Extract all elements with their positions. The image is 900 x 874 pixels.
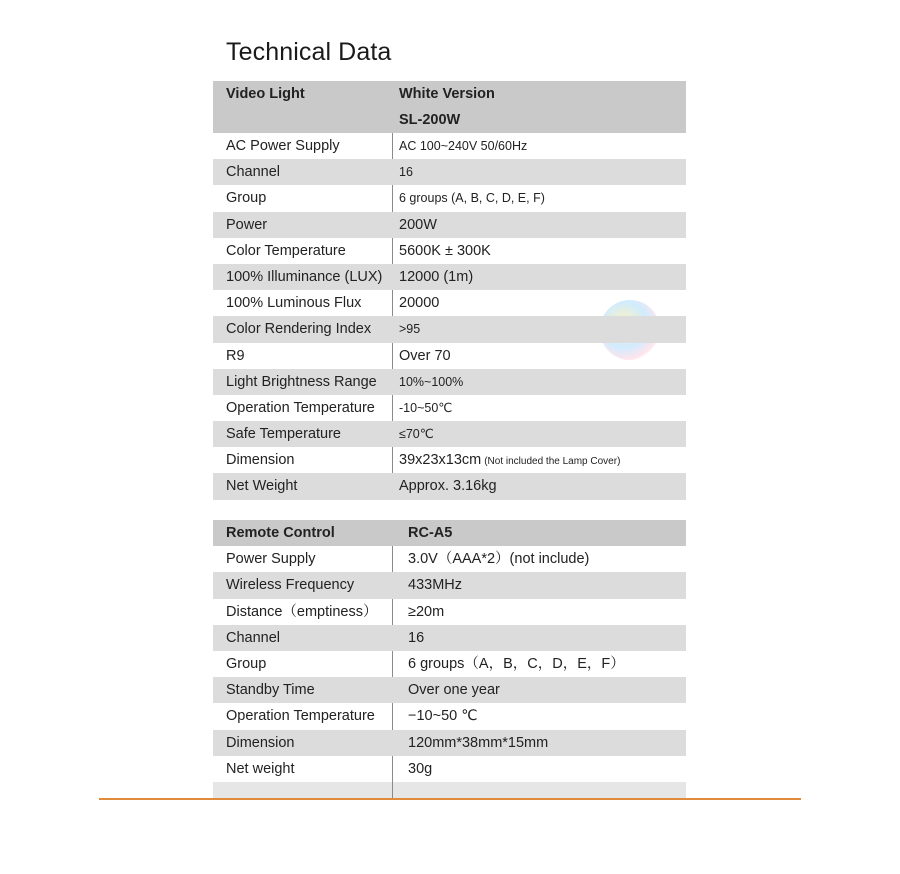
row-value: [399, 343, 451, 369]
table-row: [213, 185, 686, 211]
row-value: [408, 703, 478, 729]
row-value-text: AC 100~240V 50/60Hz: [399, 139, 528, 153]
row-value-text: 5600K ± 300K: [399, 242, 491, 259]
row-label: Operation Temperature: [226, 708, 375, 725]
table-row: [213, 625, 686, 651]
row-value-text: 12000 (1m): [399, 268, 474, 285]
row-value: [399, 316, 420, 342]
table-row: [213, 730, 686, 756]
table-row: [213, 599, 686, 625]
row-value: [408, 756, 432, 782]
row-value-text: 3.0V（AAA*2）(not include): [408, 551, 590, 568]
row-label: Channel: [226, 629, 281, 646]
row-label: Dimension: [226, 734, 295, 751]
row-label: Standby Time: [226, 682, 315, 699]
row-label: 100% Luminous Flux: [226, 295, 362, 312]
row-value-text: Over one year: [408, 682, 500, 699]
row-label: AC Power Supply: [226, 138, 340, 154]
row-label: Channel: [226, 164, 281, 181]
row-label: Safe Temperature: [226, 426, 341, 443]
row-value-text: 433MHz: [408, 577, 462, 594]
row-value: [399, 421, 434, 447]
row-label: Color Rendering Index: [226, 321, 372, 338]
table-row: [213, 703, 686, 729]
row-value: [408, 625, 424, 651]
row-value-text: 6 groups (A, B, C, D, E, F): [399, 191, 545, 206]
row-value-text: 16: [408, 629, 425, 646]
row-label: Group: [226, 190, 267, 207]
row-label: 100% Illuminance (LUX): [226, 268, 383, 285]
row-label: Operation Temperature: [226, 399, 375, 416]
row-value: [399, 290, 439, 316]
table-row: [213, 421, 686, 447]
row-value-text: 16: [399, 165, 413, 180]
row-value: [399, 395, 452, 421]
row-value: [408, 651, 625, 677]
row-value: [399, 185, 545, 211]
row-label: Net weight: [226, 760, 295, 777]
row-value-text: 39x23x13cm: [399, 452, 482, 469]
table-row: [213, 369, 686, 395]
row-value-text: 30g: [408, 760, 433, 777]
table-row: [213, 212, 686, 238]
table-row: [213, 395, 686, 421]
table-row: [213, 447, 686, 473]
row-value-text: Approx. 3.16kg: [399, 478, 497, 495]
row-value: [399, 238, 491, 264]
header-value: RC-A5: [408, 525, 453, 541]
table-row: [213, 264, 686, 290]
table-row: [213, 677, 686, 703]
row-value: [399, 212, 437, 238]
row-value: [399, 473, 497, 499]
row-value: [399, 159, 413, 185]
header-label: Video Light: [226, 86, 305, 102]
table-header: [213, 81, 686, 133]
row-label: Light Brightness Range: [226, 373, 377, 390]
table-row: [213, 133, 686, 159]
video-light-spec-table: [213, 81, 686, 500]
row-value: [408, 546, 589, 572]
table-row: [213, 343, 686, 369]
header-value-line1: White Version: [399, 86, 495, 102]
table-row: [213, 159, 686, 185]
row-value: [399, 264, 473, 290]
table-row: [213, 290, 686, 316]
row-value-text: 10%~100%: [399, 374, 464, 389]
divider-rule: [99, 798, 801, 800]
table-row: [213, 316, 686, 342]
row-value: [399, 133, 527, 159]
row-value-text: 6 groups（A，B，C，D，E，F）: [408, 655, 625, 672]
row-value-text: ≤70℃: [399, 427, 434, 442]
table-row: [213, 756, 686, 782]
row-value: [408, 677, 500, 703]
row-label: Color Temperature: [226, 242, 346, 259]
row-value-note: (Not included the Lamp Cover): [484, 456, 621, 468]
row-label: Net Weight: [226, 478, 298, 495]
row-label: R9: [226, 347, 245, 364]
header-label: Remote Control: [226, 525, 335, 541]
table-row: [213, 473, 686, 499]
row-label: Distance（emptiness）: [226, 603, 378, 620]
row-value-text: -10~50℃: [399, 400, 453, 415]
remote-control-spec-table: [213, 520, 686, 800]
table-row: [213, 238, 686, 264]
table-header: [213, 520, 686, 546]
row-value-text: 120mm*38mm*15mm: [408, 734, 549, 751]
page-title: Technical Data: [226, 38, 392, 66]
row-value-text: 200W: [399, 216, 437, 233]
row-value-text: ≥20m: [408, 603, 445, 620]
table-row: [213, 546, 686, 572]
row-value-text: −10~50 ℃: [408, 708, 478, 725]
header-value: [399, 81, 495, 133]
row-label: Power Supply: [226, 551, 316, 568]
row-value: [399, 447, 620, 475]
row-value: [408, 599, 444, 625]
row-value-text: 20000: [399, 295, 440, 312]
row-value-text: >95: [399, 322, 421, 337]
row-label: Dimension: [226, 452, 295, 469]
row-value: [408, 730, 548, 756]
header-value-line2: SL-200W: [399, 112, 461, 128]
row-label: Wireless Frequency: [226, 577, 355, 594]
row-label: Group: [226, 655, 267, 672]
row-value: [399, 369, 463, 395]
row-value-text: Over 70: [399, 347, 451, 364]
table-row: [213, 651, 686, 677]
row-label: Power: [226, 216, 268, 233]
table-row: [213, 572, 686, 598]
row-value: [408, 572, 462, 598]
